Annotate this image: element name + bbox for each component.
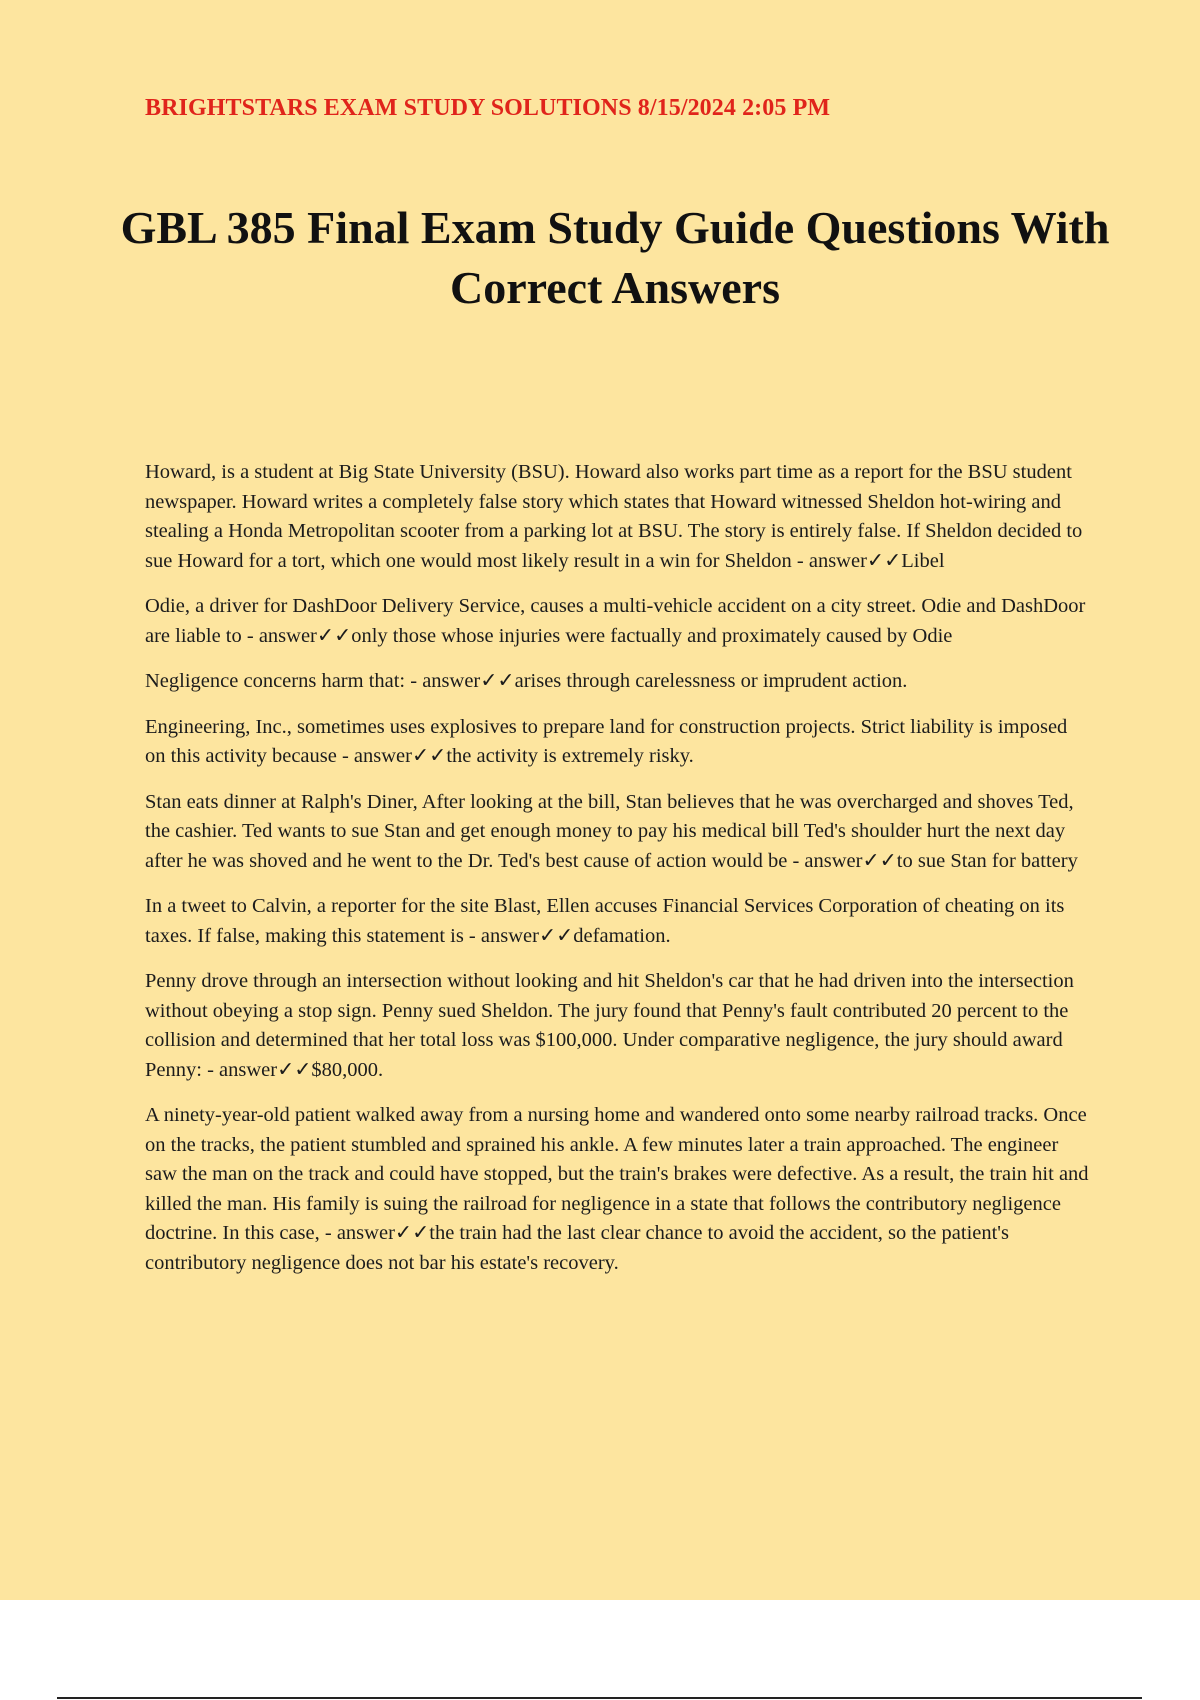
page-title: GBL 385 Final Exam Study Guide Questions With Correct Answers bbox=[120, 202, 1110, 313]
qa-item: Howard, is a student at Big State University (BSU). Howard also works part time as a report for the BSU student newspaper. Howard writes a completely false story which states that Howard witnessed Sheldon hot-wiring and stealing a Honda Metropolitan scooter from a parking lot at BSU. The story is entirely false. If Sheldon decided to sue Howard for a tort, which one would most likely result in a win for Sheldon - answer✓✓Libel bbox=[145, 461, 1083, 572]
qa-item: Engineering, Inc., sometimes uses explosives to prepare land for construction projects. Strict liability is imposed on this activity because - answer✓✓the activity is extremely risky. bbox=[145, 715, 1068, 767]
qa-item: Odie, a driver for DashDoor Delivery Service, causes a multi-vehicle accident on a city street. Odie and DashDoor are liable to - answer✓✓only those whose injuries were factually and proximately caused by Odie bbox=[145, 595, 1086, 647]
qa-item: Negligence concerns harm that: - answer✓✓arises through carelessness or imprudent action. bbox=[145, 670, 908, 692]
header-banner: BRIGHTSTARS EXAM STUDY SOLUTIONS 8/15/2024 2:05 PM bbox=[145, 95, 831, 121]
qa-item: In a tweet to Calvin, a reporter for the site Blast, Ellen accuses Financial Services Corporation of cheating on its taxes. If false, making this statement is - answer✓✓defamation. bbox=[145, 895, 1065, 947]
page-divider bbox=[57, 1697, 1142, 1699]
qa-list bbox=[145, 458, 1090, 1294]
qa-item: Penny drove through an intersection without looking and hit Sheldon's car that he had driven into the intersection without obeying a stop sign. Penny sued Sheldon. The jury found that Penny's fault contributed 20 percent to the collision and determined that her total loss was $100,000. Under comparative negligence, the jury should award Penny: - answer✓✓$80,000. bbox=[145, 970, 1074, 1081]
qa-item: Stan eats dinner at Ralph's Diner, After looking at the bill, Stan believes that he was overcharged and shoves Ted, the cashier. Ted wants to sue Stan and get enough money to pay his medical bill Ted's shoulder hurt the next day after he was shoved and he went to the Dr. Ted's best cause of action would be - answer✓✓to sue Stan for battery bbox=[145, 790, 1078, 872]
qa-item: A ninety-year-old patient walked away from a nursing home and wandered onto some nearby railroad tracks. Once on the tracks, the patient stumbled and sprained his ankle. A few minutes later a train approached. The engineer saw the man on the track and could have stopped, but the train's brakes were defective. As a result, the train hit and killed the man. His family is suing the railroad for negligence in a state that follows the contributory negligence doctrine. In this case, - answer✓✓the train had the last clear chance to avoid the accident, so the patient's contributory negligence does not bar his estate's recovery. bbox=[145, 1104, 1089, 1274]
